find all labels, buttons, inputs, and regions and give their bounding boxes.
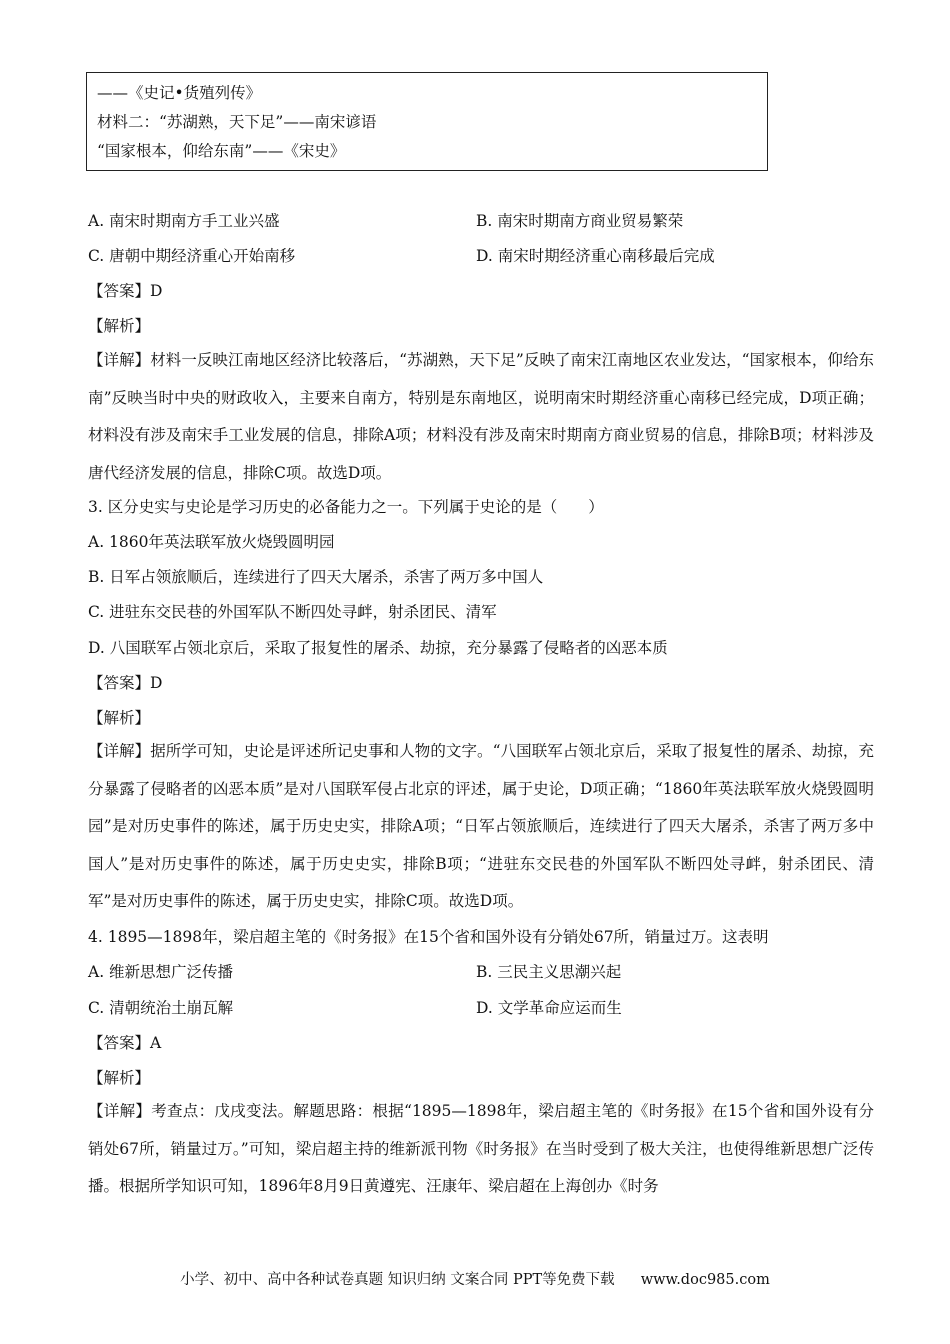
material-quote-box [86, 72, 768, 171]
q3-option-d: D. 八国联军占领北京后，采取了报复性的屠杀、劫掠，充分暴露了侵略者的凶恶本质 [88, 639, 668, 657]
page-footer [0, 1268, 950, 1289]
footer-site-link[interactable]: www.doc985.com [640, 1272, 770, 1288]
q3-option-a: A. 1860年英法联军放火烧毁圆明园 [88, 533, 335, 551]
q4-option-a: A. 维新思想广泛传播 [88, 963, 234, 981]
quote-line-1: ——《史记•货殖列传》 [97, 84, 262, 102]
q4-option-d: D. 文学革命应运而生 [476, 999, 622, 1017]
q4-stem: 4. 1895—1898年，梁启超主笔的《时务报》在15个省和国外设有分销处67所，销量过万。这表明 [88, 928, 769, 946]
footer-text: 小学、初中、高中各种试卷真题 知识归纳 文案合同 PPT等免费下载 [180, 1272, 615, 1288]
q4-option-c: C. 清朝统治土崩瓦解 [88, 999, 234, 1017]
q4-answer: 【答案】A [88, 1034, 162, 1052]
q2-answer: 【答案】D [88, 282, 163, 300]
q4-detail: 【详解】考查点：戊戌变法。解题思路：根据“1895—1898年，梁启超主笔的《时务报》在15个省和国外设有分销处67所，销量过万。”可知，梁启超主持的维新派刊物《时务报》在当时受到了极大关注，也使得维新思想广泛传播。根据所学知识可知，1896年8月9日黄遵宪、汪康年、梁启超在上海创办《时务 [88, 1102, 874, 1195]
q3-detail: 【详解】据所学可知，史论是评述所记史事和人物的文字。“八国联军占领北京后，采取了报复性的屠杀、劫掠，充分暴露了侵略者的凶恶本质”是对八国联军侵占北京的评述，属于史论，D项正确；“1860年英法联军放火烧毁圆明园”是对历史事件的陈述，属于历史史实，排除A项；“日军占领旅顺后，连续进行了四天大屠杀，杀害了两万多中国人”是对历史事件的陈述，属于历史史实，排除B项；“进驻东交民巷的外国军队不断四处寻衅，射杀团民、清军”是对历史事件的陈述，属于历史史实，排除C项。故选D项。 [88, 742, 874, 910]
q2-option-d: D. 南宋时期经济重心南移最后完成 [476, 247, 715, 265]
q3-analysis-label: 【解析】 [88, 709, 151, 727]
q4-option-b: B. 三民主义思潮兴起 [476, 963, 622, 981]
q2-detail: 【详解】材料一反映江南地区经济比较落后，“苏湖熟，天下足”反映了南宋江南地区农业发达，“国家根本，仰给东南”反映当时中央的财政收入，主要来自南方，特别是东南地区，说明南宋时期经济重心南移已经完成，D项正确；材料没有涉及南宋手工业发展的信息，排除A项；材料没有涉及南宋时期南方商业贸易的信息，排除B项；材料涉及唐代经济发展的信息，排除C项。故选D项。 [88, 351, 874, 482]
q2-option-c: C. 唐朝中期经济重心开始南移 [88, 247, 296, 265]
q3-stem: 3. 区分史实与史论是学习历史的必备能力之一。下列属于史论的是（ ） [88, 498, 604, 516]
q4-analysis-label: 【解析】 [88, 1069, 151, 1087]
q3-option-b: B. 日军占领旅顺后，连续进行了四天大屠杀，杀害了两万多中国人 [88, 568, 544, 586]
q2-analysis-label: 【解析】 [88, 317, 151, 335]
quote-line-3: “国家根本，仰给东南”——《宋史》 [97, 142, 346, 160]
q2-option-a: A. 南宋时期南方手工业兴盛 [88, 212, 280, 230]
q3-answer: 【答案】D [88, 674, 163, 692]
q2-option-b: B. 南宋时期南方商业贸易繁荣 [476, 212, 684, 230]
q3-option-c: C. 进驻东交民巷的外国军队不断四处寻衅，射杀团民、清军 [88, 603, 497, 621]
quote-line-2: 材料二：“苏湖熟，天下足”——南宋谚语 [97, 113, 377, 131]
